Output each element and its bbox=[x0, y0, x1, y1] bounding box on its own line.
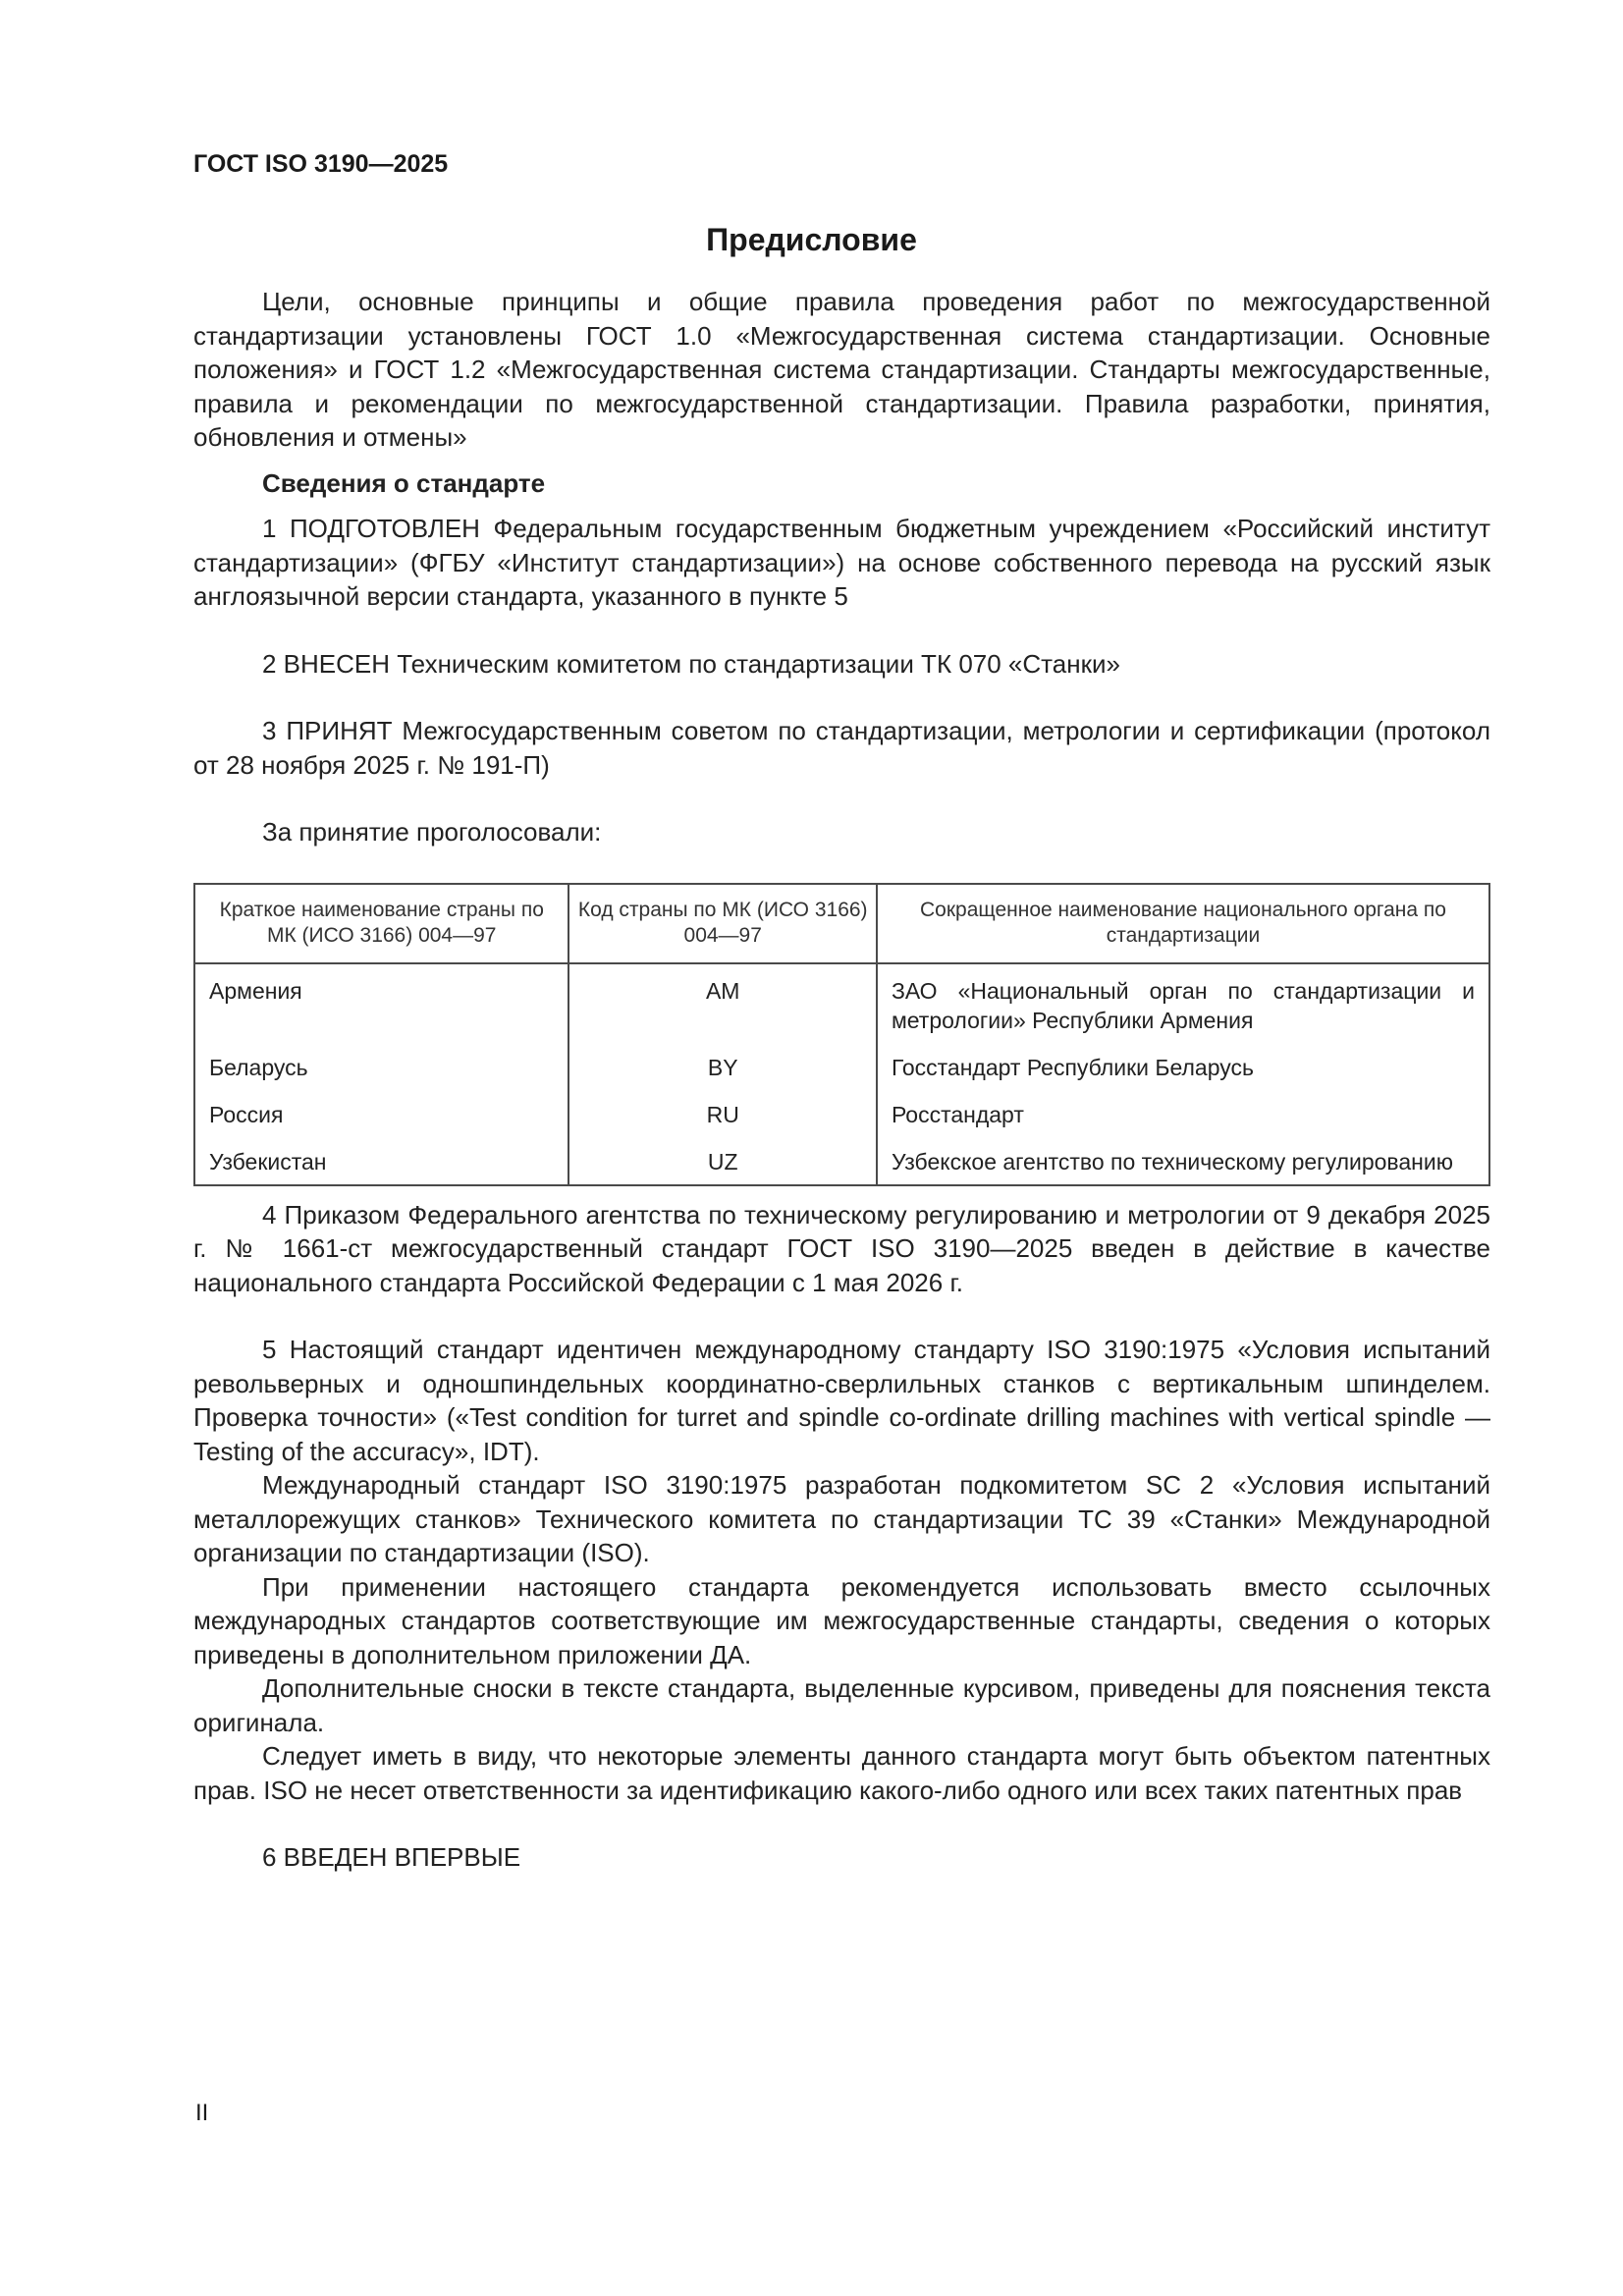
table-row bbox=[194, 1097, 1489, 1132]
foreword-body bbox=[193, 285, 1490, 1875]
cell-code: AM bbox=[568, 963, 876, 1038]
intro-paragraph: Цели, основные принципы и общие правила проведения работ по межгосударственной стандартизации установлены ГОСТ 1.0 «Межгосударственная система стандартизации. Основные положения» и ГОСТ 1.2 «Межгосударственная система стандартизации. Стандарты межгосударственные, правила и рекомендации по межгосударственной стандартизации. Правила разработки, принятия, обновления и отмены» bbox=[193, 287, 1490, 452]
page-number: II bbox=[195, 2100, 209, 2126]
cell-code: RU bbox=[568, 1097, 876, 1132]
cell-code: BY bbox=[568, 1050, 876, 1085]
voting-table bbox=[193, 883, 1490, 1186]
document-header: ГОСТ ISO 3190—2025 bbox=[193, 150, 449, 178]
item-4-order: 4 Приказом Федерального агентства по техническому регулированию и метрологии от 9 декабря 2025 г. № 1661-ст межгосударственный стандарт ГОСТ ISO 3190—2025 введен в действие в качестве национального стандарта Российской Федерации с 1 мая 2026 г. bbox=[193, 1199, 1490, 1297]
item-6-first-introduced: 6 ВВЕДЕН ВПЕРВЫЕ bbox=[262, 1842, 521, 1872]
item-3-adopted: 3 ПРИНЯТ Межгосударственным советом по стандартизации, метрологии и сертификации (протокол от 28 ноября 2025 г. № 191-П) bbox=[193, 716, 1490, 780]
table-header-row bbox=[194, 884, 1489, 963]
item-5-footnotes: Дополнительные сноски в тексте стандарта, выделенные курсивом, приведены для пояснения текста оригинала. bbox=[193, 1673, 1490, 1737]
cell-org: Росстандарт bbox=[877, 1097, 1489, 1132]
header-country-name: Краткое наименование страны по МК (ИСО 3166) 004—97 bbox=[194, 884, 568, 963]
item-5-developed-by: Международный стандарт ISO 3190:1975 разработан подкомитетом SC 2 «Условия испытаний металлорежущих станков» Технического комитета по стандартизации ТС 39 «Станки» Международной организации по стандартизации (ISO). bbox=[193, 1470, 1490, 1567]
item-5-patents: Следует иметь в виду, что некоторые элементы данного стандарта могут быть объектом патентных прав. ISO не несет ответственности за идентификацию какого-либо одного или всех таких патентных прав bbox=[193, 1741, 1490, 1805]
cell-org: ЗАО «Национальный орган по стандартизации и метрологии» Республики Армения bbox=[877, 963, 1489, 1038]
item-2-introduced: 2 ВНЕСЕН Техническим комитетом по стандартизации ТК 070 «Станки» bbox=[262, 648, 1120, 679]
cell-org: Узбекское агентство по техническому регулированию bbox=[877, 1144, 1489, 1185]
header-standards-body: Сокращенное наименование национального органа по стандартизации bbox=[877, 884, 1489, 963]
cell-country: Беларусь bbox=[194, 1050, 568, 1085]
standard-info-heading: Сведения о стандарте bbox=[262, 467, 546, 498]
header-country-code: Код страны по МК (ИСО 3166) 004—97 bbox=[568, 884, 876, 963]
table-row bbox=[194, 963, 1489, 1038]
page-title: Предисловие bbox=[706, 222, 917, 257]
cell-country: Россия bbox=[194, 1097, 568, 1132]
cell-org: Госстандарт Республики Беларусь bbox=[877, 1050, 1489, 1085]
cell-country: Узбекистан bbox=[194, 1144, 568, 1185]
cell-code: UZ bbox=[568, 1144, 876, 1185]
table-row bbox=[194, 1144, 1489, 1185]
item-5-references: При применении настоящего стандарта рекомендуется использовать вместо ссылочных международных стандартов соответствующие им межгосударственные стандарты, сведения о которых приведены в дополнительном приложении ДА. bbox=[193, 1571, 1490, 1669]
cell-country: Армения bbox=[194, 963, 568, 1038]
item-5-identical: 5 Настоящий стандарт идентичен международному стандарту ISO 3190:1975 «Условия испытаний револьверных и одношпиндельных координатно-сверлильных станков с вертикальным шпинделем. Проверка точности» («Test condition for turret and spindle co-ordinate drilling machines with vertical spindle — Testing of the accuracy», IDT). bbox=[193, 1335, 1490, 1466]
item-1-prepared: 1 ПОДГОТОВЛЕН Федеральным государственным бюджетным учреждением «Российский институт стандартизации» (ФГБУ «Институт стандартизации») на основе собственного перевода на русский язык англоязычной версии стандарта, указанного в пункте 5 bbox=[193, 514, 1490, 611]
table-row bbox=[194, 1050, 1489, 1085]
voted-label: За принятие проголосовали: bbox=[262, 817, 602, 847]
